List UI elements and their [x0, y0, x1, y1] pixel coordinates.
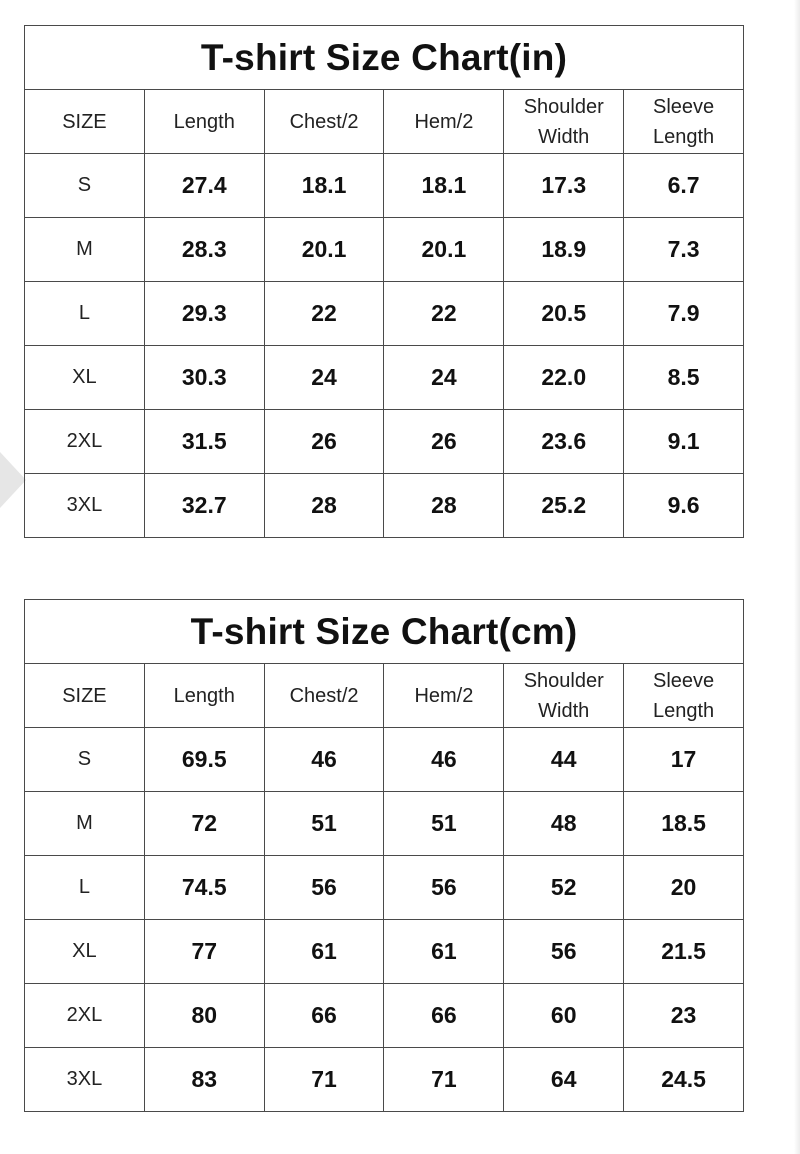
- measurement-cell: 25.2: [504, 474, 624, 538]
- column-header: Length: [144, 90, 264, 154]
- measurement-cell: 29.3: [144, 282, 264, 346]
- measurement-cell: 8.5: [624, 346, 744, 410]
- size-label-cell: L: [25, 856, 145, 920]
- measurement-cell: 69.5: [144, 728, 264, 792]
- size-label-cell: XL: [25, 346, 145, 410]
- measurement-cell: 32.7: [144, 474, 264, 538]
- measurement-cell: 18.1: [264, 154, 384, 218]
- measurement-cell: 20.1: [264, 218, 384, 282]
- measurement-cell: 21.5: [624, 920, 744, 984]
- measurement-cell: 74.5: [144, 856, 264, 920]
- size-label-cell: 3XL: [25, 1048, 145, 1112]
- header-row: [25, 90, 744, 154]
- measurement-cell: 56: [384, 856, 504, 920]
- table-row: [25, 984, 744, 1048]
- measurement-cell: 22: [264, 282, 384, 346]
- measurement-cell: 17: [624, 728, 744, 792]
- measurement-cell: 26: [264, 410, 384, 474]
- column-header: SIZE: [25, 664, 145, 728]
- column-header: Sleeve Length: [624, 90, 744, 154]
- measurement-cell: 56: [264, 856, 384, 920]
- measurement-cell: 46: [384, 728, 504, 792]
- measurement-cell: 18.9: [504, 218, 624, 282]
- measurement-cell: 20: [624, 856, 744, 920]
- measurement-cell: 83: [144, 1048, 264, 1112]
- measurement-cell: 77: [144, 920, 264, 984]
- size-label-cell: M: [25, 218, 145, 282]
- table-row: [25, 728, 744, 792]
- table-row: [25, 218, 744, 282]
- measurement-cell: 60: [504, 984, 624, 1048]
- measurement-cell: 7.9: [624, 282, 744, 346]
- measurement-cell: 66: [264, 984, 384, 1048]
- measurement-cell: 56: [504, 920, 624, 984]
- measurement-cell: 31.5: [144, 410, 264, 474]
- table-row: [25, 920, 744, 984]
- measurement-cell: 30.3: [144, 346, 264, 410]
- size-label-cell: L: [25, 282, 145, 346]
- measurement-cell: 72: [144, 792, 264, 856]
- table-row: [25, 282, 744, 346]
- table-row: [25, 474, 744, 538]
- size-chart-title: T-shirt Size Chart(in): [25, 26, 744, 90]
- header-row: [25, 664, 744, 728]
- measurement-cell: 80: [144, 984, 264, 1048]
- size-label-cell: 2XL: [25, 984, 145, 1048]
- measurement-cell: 64: [504, 1048, 624, 1112]
- measurement-cell: 71: [384, 1048, 504, 1112]
- measurement-cell: 22: [384, 282, 504, 346]
- measurement-cell: 9.6: [624, 474, 744, 538]
- measurement-cell: 66: [384, 984, 504, 1048]
- column-header: Hem/2: [384, 90, 504, 154]
- table-row: [25, 410, 744, 474]
- measurement-cell: 23.6: [504, 410, 624, 474]
- measurement-cell: 52: [504, 856, 624, 920]
- size-label-cell: 2XL: [25, 410, 145, 474]
- table-row: [25, 154, 744, 218]
- measurement-cell: 24: [384, 346, 504, 410]
- measurement-cell: 24: [264, 346, 384, 410]
- measurement-cell: 51: [264, 792, 384, 856]
- column-header: Hem/2: [384, 664, 504, 728]
- column-header: Shoulder Width: [504, 90, 624, 154]
- measurement-cell: 61: [384, 920, 504, 984]
- size-label-cell: XL: [25, 920, 145, 984]
- size-label-cell: S: [25, 154, 145, 218]
- measurement-cell: 20.1: [384, 218, 504, 282]
- measurement-cell: 18.5: [624, 792, 744, 856]
- measurement-cell: 44: [504, 728, 624, 792]
- measurement-cell: 71: [264, 1048, 384, 1112]
- table-row: [25, 792, 744, 856]
- measurement-cell: 51: [384, 792, 504, 856]
- measurement-cell: 46: [264, 728, 384, 792]
- measurement-cell: 26: [384, 410, 504, 474]
- column-header: Chest/2: [264, 664, 384, 728]
- column-header: Length: [144, 664, 264, 728]
- size-chart-centimeters: [24, 599, 744, 1112]
- measurement-cell: 28.3: [144, 218, 264, 282]
- size-label-cell: 3XL: [25, 474, 145, 538]
- measurement-cell: 22.0: [504, 346, 624, 410]
- size-label-cell: M: [25, 792, 145, 856]
- measurement-cell: 7.3: [624, 218, 744, 282]
- column-header: Shoulder Width: [504, 664, 624, 728]
- table-row: [25, 1048, 744, 1112]
- page-edge-shadow: [794, 0, 800, 1154]
- measurement-cell: 17.3: [504, 154, 624, 218]
- measurement-cell: 20.5: [504, 282, 624, 346]
- measurement-cell: 18.1: [384, 154, 504, 218]
- column-header: SIZE: [25, 90, 145, 154]
- size-chart-inches: [24, 25, 744, 538]
- measurement-cell: 27.4: [144, 154, 264, 218]
- table-row: [25, 856, 744, 920]
- measurement-cell: 61: [264, 920, 384, 984]
- measurement-cell: 28: [384, 474, 504, 538]
- size-label-cell: S: [25, 728, 145, 792]
- column-header: Chest/2: [264, 90, 384, 154]
- measurement-cell: 9.1: [624, 410, 744, 474]
- measurement-cell: 48: [504, 792, 624, 856]
- size-chart-title: T-shirt Size Chart(cm): [25, 600, 744, 664]
- column-header: Sleeve Length: [624, 664, 744, 728]
- measurement-cell: 28: [264, 474, 384, 538]
- measurement-cell: 6.7: [624, 154, 744, 218]
- carousel-prev-arrow-icon[interactable]: [0, 452, 26, 508]
- measurement-cell: 23: [624, 984, 744, 1048]
- measurement-cell: 24.5: [624, 1048, 744, 1112]
- table-row: [25, 346, 744, 410]
